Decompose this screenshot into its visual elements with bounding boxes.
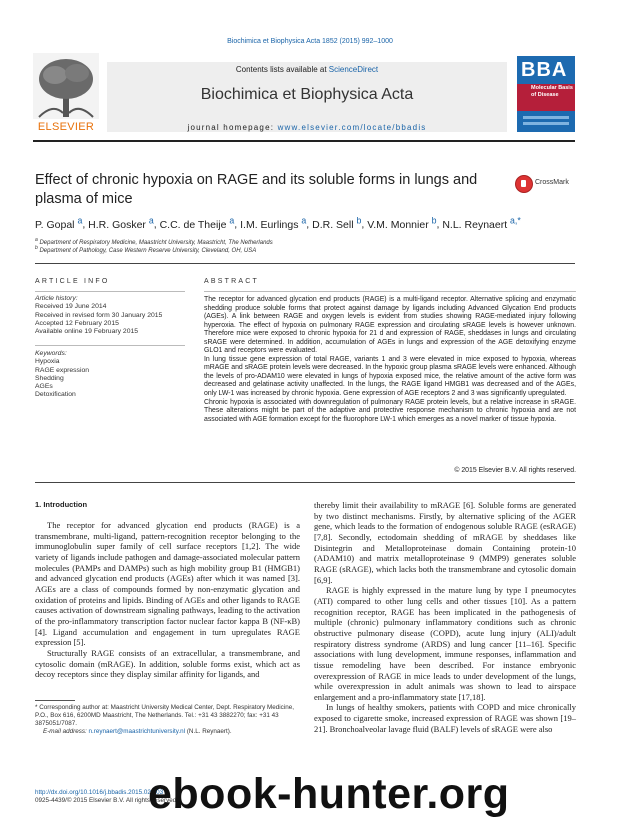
crossmark-button[interactable]	[515, 174, 575, 194]
cover-stripe	[523, 122, 569, 125]
author[interactable]: I.M. Eurlings $^a$	[240, 215, 307, 231]
cover-stripe	[523, 116, 569, 119]
keywords-block	[35, 350, 185, 400]
body-paragraph: thereby limit their availability to mRAGE [6]. Soluble forms are generated by two distinct mechanisms. Firstly, by alternative splicing of the AGER gene, which leads to the formation of endogenous soluble RAGE (esRAGE) [7,8]. Secondly, ectodomain shedding of mRAGE by sheddases like Disintegrin and Metalloproteinase domain Containing protein-10 (ADAM10) and matrix metalloproteinase 9 (MMP9) generates soluble RAGE (sRAGE), which lacks both the transmembrane and cytosolic domain [6,9].	[314, 500, 576, 585]
body-column-left	[35, 520, 300, 680]
contents-prefix: Contents lists available at	[235, 65, 329, 74]
journal-citation[interactable]: Biochimica et Biophysica Acta 1852 (2015) 992–1000	[227, 38, 393, 45]
info-rule	[35, 345, 185, 346]
keyword: Hypoxia	[35, 358, 60, 366]
email-suffix: (N.L. Reynaert).	[185, 728, 232, 735]
keyword: AGEs	[35, 383, 53, 391]
abstract-paragraph: Chronic hypoxia is associated with downregulation of pulmonary RAGE protein levels, but a relative increase in sRAGE. These alterations might be part of the adaptive and protective response mechanism to chronic hypoxia and are not associated with AGE formation except for the fluorophore LW-1 which emerges as a novel marker of tissue hypoxia.	[204, 398, 576, 423]
abstract-paragraph: In lung tissue gene expression of total RAGE, variants 1 and 3 were elevated in mice exposed to hypoxia, whereas mRAGE and sRAGE protein levels were decreased. In the hypoxic group plasma sRAGE levels were enhanced. Although the levels of pro-ADAM10 were elevated in lungs of hypoxia exposed mice, the relative amount of the active form was decreased and gelatinase activity unaffected. In the lungs, the RAGE ligand HMGB1 was decreased and of the AGEs, only LW-1 was increased by chronic hypoxia. Gene expression of AGE receptors 2 and 3 was significantly upregulated.	[204, 355, 576, 398]
keyword: Shedding	[35, 374, 64, 382]
body-paragraph: RAGE is highly expressed in the mature lung by type I pneumocytes (ATI) compared to other lung cells and other tissues [10]. As a pattern recognition receptor, RAGE has been implicated in the pathogenesis of multiple (chronic) pulmonary inflammatory conditions such as chronic obstructive pulmonary disease (COPD), acute lung injury (ALI)/adult respiratory distress syndrome (ARDS) and lung cancer [11–16]. Specific associations with lung development, immune responses, inflammation and tissue remodeling have been described. For instance embryonic overexpression of RAGE in mice leads to under development of the lungs, while overexpression in adult animals was shown to lead to airspace enlargement and a pro-inflammatory state [17,18].	[314, 585, 576, 702]
footnote-text: * Corresponding author at: Maastricht University Medical Center, Dept. Respiratory Medicine, P.O., Box 616, 6200MD Maastricht, The Netherlands. Tel.: +31 43 3882270; fax: +31 43 3875051/7087.	[35, 704, 294, 727]
body-column-right	[314, 500, 576, 734]
crossmark-label: CrossMark	[535, 179, 569, 186]
article-info-heading: ARTICLE INFO	[35, 278, 110, 285]
affiliation: $^b$ Department of Pathology, Case Western Reserve University, Cleveland, OH, USA	[35, 245, 257, 254]
journal-homepage	[107, 123, 507, 132]
abstract-text	[204, 296, 576, 424]
journal-cover-image	[517, 56, 575, 132]
affiliation-rule	[35, 263, 575, 264]
history-item: Accepted 12 February 2015	[35, 319, 119, 327]
history-item: Received 19 June 2014	[35, 303, 107, 311]
article-title: Effect of chronic hypoxia on RAGE and its soluble forms in lungs and plasma of mice	[35, 172, 478, 207]
email-label: E-mail address:	[43, 728, 89, 735]
keyword: Detoxification	[35, 391, 76, 399]
cover-subtitle: Molecular Basis of Disease	[531, 85, 573, 98]
cover-title: BBA	[521, 59, 568, 81]
history-label: Article history:	[35, 295, 78, 302]
author-list: P. Gopal $^a$, H.R. Gosker $^a$, C.C. de Theije $^a$, I.M. Eurlings $^a$, D.R. Sell $^b$, V.M. Monnier $^b$, N.L. Reynaert $^{a,*}$	[35, 215, 521, 231]
abstract-end-rule	[35, 482, 575, 483]
publisher-logo-text: ELSEVIER	[37, 121, 95, 133]
doi-link[interactable]: http://dx.doi.org/10.1016/j.bbadis.2015.02.003	[35, 789, 164, 796]
keyword: RAGE expression	[35, 366, 90, 374]
author[interactable]: N.L. Reynaert $^{a,*}$	[442, 215, 521, 231]
issn-line: 0925-4439/© 2015 Elsevier B.V. All rights reserved.	[35, 797, 179, 804]
homepage-link[interactable]: www.elsevier.com/locate/bbadis	[277, 123, 427, 132]
body-paragraph: Structurally RAGE consists of an extracellular, a transmembrane, and cytosolic domain (mRAGE). In addition, soluble forms exist, which act as decoy receptors since they display similar affinity for ligands, and	[35, 647, 300, 680]
keywords-label: Keywords:	[35, 350, 67, 357]
journal-name: Biochimica et Biophysica Acta	[200, 86, 414, 103]
introduction-heading: 1. Introduction	[35, 500, 88, 509]
author[interactable]: D.R. Sell $^b$	[312, 215, 362, 231]
author[interactable]: V.M. Monnier $^b$	[367, 215, 437, 231]
affiliation: $^a$ Department of Respiratory Medicine, Maastricht University, Maastricht, The Netherlands	[35, 237, 273, 246]
author[interactable]: H.R. Gosker $^a$	[88, 215, 154, 231]
body-paragraph: The receptor for advanced glycation end products (RAGE) is a transmembrane, multi-ligand, pattern-recognition receptor belonging to the immunoglobulin super family of cell surface receptors [1,2]. The wide variety of ligands include pathogen and damage-associated molecular pattern molecules (PAMPs and DAMPs) such as high mobility group B1 (HMGB1) and advanced glycation end products (AGEs) after which it was named [3]. AGEs are a class of compounds formed by non-enzymatic glycation and oxidation of proteins and lipids. Binding of AGEs and other ligands to RAGE causes activation of downstream signaling pathways, leading to the activation of the pro-inflammatory transcription factor nuclear factor kappa B (NF-κB) [4]. Ligand accumulation and engagement in turn upregulates RAGE expression [5].	[35, 520, 300, 648]
body-paragraph: In lungs of healthy smokers, patients with COPD and mice chronically exposed to cigarette smoke, increased expression of RAGE was shown [19–21]. Bronchoalveolar lavage fluid (BALF) levels of sRAGE were also	[314, 702, 576, 734]
header-rule	[33, 140, 575, 142]
corresponding-author-footnote	[35, 704, 300, 736]
crossmark-icon	[515, 175, 533, 193]
copyright: © 2015 Elsevier B.V. All rights reserved.	[454, 467, 576, 474]
article-history	[35, 295, 185, 336]
sciencedirect-link[interactable]: ScienceDirect	[328, 65, 379, 74]
history-item: Received in revised form 30 January 2015	[35, 311, 163, 319]
email-link[interactable]: n.reynaert@maastrichtuniversity.nl	[88, 728, 186, 735]
homepage-prefix: journal homepage:	[187, 123, 278, 132]
history-item: Available online 19 February 2015	[35, 328, 139, 336]
watermark: ebook-hunter.org	[148, 770, 510, 818]
abstract-rule	[204, 291, 576, 292]
contents-line	[107, 65, 507, 74]
abstract-paragraph: The receptor for advanced glycation end products (RAGE) is a multi-ligand receptor. Alternative splicing and enzymatic shedding produce soluble forms that protect against damage by ligands including Advanced Glycation End products (AGEs). A link between RAGE and oxygen levels is evident from studies showing RAGE-mediated injury following hyperoxia. The effect of hypoxia on pulmonary RAGE expression and circulating sRAGE levels is however unknown. Therefore mice were exposed to chronic hypoxia for 21 d and expression of RAGE, sheddases in lungs and circulating sRAGE were determined. In addition, accumulation of AGEs in lungs and expression of the AGE detoxifying enzyme GLO1 and receptors were evaluated.	[204, 296, 576, 355]
info-rule	[35, 291, 185, 292]
author[interactable]: C.C. de Theije $^a$	[159, 215, 235, 231]
abstract-heading: ABSTRACT	[204, 278, 259, 285]
author[interactable]: P. Gopal $^a$	[35, 215, 83, 231]
footnote-rule	[35, 700, 75, 701]
